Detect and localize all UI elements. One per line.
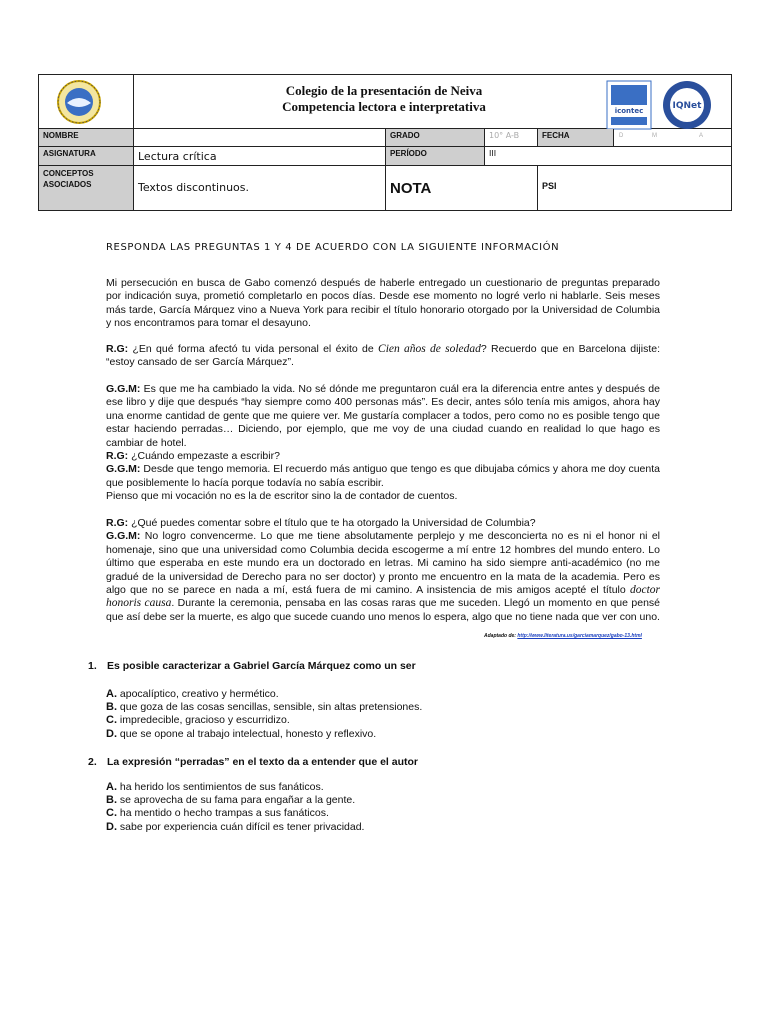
a3-text-end: . Durante la ceremonia, pensaba en las cosas raras que me suceden. Llegó un momento en que pensé que así debe ser la muerte, es algo que sucede cuando uno menos lo espera, algo que no tiene nada que ver con uno. [106,597,660,623]
asignatura-label: ASIGNATURA [39,147,134,165]
icontec-logo-text: icontec [614,107,644,115]
a3-text: No logro convencerme. Lo que me tiene absolutamente perplejo y me desconcierta no es ni el honor ni el homenaje, sino que una universidad como Columbia decida escogerme a mí entre 12 hombres del mundo entero. Lo último que esperaba en este mundo era un doctorado en letras. Mi camino ha sido siempre anti-académico (no me gradué de la universidad de Derecho para no ser doctor) y pronto me encuentro en la mata de la academia. Pero es algo que no se parece en nada a mí, está fuera de mi camino. A insistencia de mis amigos acepté el título [106,530,660,597]
ggm-label: G.G.M: [106,383,141,395]
option-c[interactable] [106,807,364,820]
option-d[interactable] [106,728,422,741]
question-1 [88,660,416,672]
grado-value[interactable]: 10° A-B [485,129,538,146]
header-titles [134,75,634,128]
option-letter: B. [106,794,117,807]
row-conceptos [39,166,731,210]
row-nombre [39,129,731,147]
option-text: apocalíptico, creativo y hermético. [117,688,279,700]
option-letter: B. [106,701,117,714]
option-a[interactable] [106,688,422,701]
a1-text: Es que me ha cambiado la vida. No sé dónde me preguntaron cuál era la diferencia entre antes y después de ese libro y dije que después “hay siempre como 400 personas más”. Es decir, antes sólo tenía mis amigos, ahora hay una enorme cantidad de gente que me quiere ver. Me gustaría complacer a todos, pero como no es posible tengo que estar haciendo perradas… Diciendo, por ejemplo, que me voy de una ciudad cuando en realidad lo que hago es cambiar de hotel. [106,383,660,449]
rg-label: R.G: [106,450,129,463]
rg-label: R.G: [106,343,129,355]
source-link[interactable]: http://www.literatura.us/garciamarquez/gabo-13.html [517,633,642,639]
question-stem: Es posible caracterizar a Gabriel García Márquez como un ser [107,660,416,672]
question-number: 2. [88,756,97,768]
option-letter: A. [106,781,117,793]
school-name: Colegio de la presentación de Neiva [285,83,483,98]
school-logo [39,75,134,128]
instructions-heading: RESPONDA LAS PREGUNTAS 1 Y 4 DE ACUERDO CON LA SIGUIENTE INFORMACIÓN [106,242,560,253]
ggm-label: G.G.M: [106,530,141,543]
question-stem: La expresión “perradas” en el texto da a entender que el autor [107,756,419,768]
ggm-label: G.G.M: [106,463,141,476]
interview-a1 [106,383,660,504]
source-label: Adaptado de: [484,633,518,639]
periodo-value[interactable]: III [489,149,497,158]
a2-text-continued: Pienso que mi vocación no es la de escritor sino la de contador de cuentos. [106,490,458,503]
option-text: ha herido los sentimientos de sus fanáticos. [117,781,324,793]
q3-text: ¿Qué puedes comentar sobre el título que te ha otorgado la Universidad de Columbia? [128,517,536,529]
conceptos-label: CONCEPTOS ASOCIADOS [39,166,134,210]
a2-text: Desde que tengo memoria. El recuerdo más antiguo que tengo es que dibujaba cómics y ahora me doy cuenta que posiblemente lo hacía porque todavía no sabía escribir. [106,463,660,489]
question-2-options [106,781,364,834]
option-letter: D. [106,727,117,740]
header-table [38,74,732,211]
book-title: Cien años de soledad [378,343,481,355]
question-2 [88,756,418,768]
option-b[interactable] [106,701,422,714]
option-text: impredecible, gracioso y escurridizo. [117,714,290,727]
option-b[interactable] [106,794,364,807]
document-subtitle: Competencia lectora e interpretativa [282,99,486,114]
fecha-label: FECHA [538,129,614,146]
nombre-label: NOMBRE [39,129,134,146]
option-a[interactable] [106,781,364,794]
option-text: se aprovecha de su fama para engañar a la gente. [117,794,356,807]
q1-text: ¿En qué forma afectó tu vida personal el éxito de [128,343,379,355]
option-text: ha mentido o hecho trampas a sus fanáticos. [117,807,329,820]
psi-label: PSI [542,181,557,191]
honoris-causa: doctor honoris causa [106,584,660,610]
intro-paragraph: Mi persecución en busca de Gabo comenzó después de haberle entregado un cuestionario de preguntas preparado por indicación suya, prometió completarlo en pocos días. Desde ese momento no logré verlo ni hablarle. Seis meses más tarde, García Márquez vino a Nueva York para recibir el título honorario otorgado por la Universidad de Columbia y nos encontramos para tomar el desayuno. [106,277,660,330]
row-asignatura [39,147,731,166]
iqnet-logo-text: IQNet [672,101,702,111]
question-1-options [106,688,422,741]
q1-text-end: ? Recuerdo que en Barcelona dijiste: “estoy cansado de ser García Márquez”. [106,343,661,369]
option-c[interactable] [106,714,422,727]
option-letter: A. [106,688,117,700]
nombre-field[interactable] [134,129,386,146]
fecha-a: A [699,133,704,139]
asignatura-value[interactable]: Lectura crítica [134,147,386,165]
grado-label: GRADO [386,129,485,146]
source-citation [484,633,642,639]
option-text: que se opone al trabajo intelectual, honesto y reflexivo. [117,727,377,740]
periodo-label: PERÍODO [386,147,485,165]
rg-label: R.G: [106,517,129,529]
fecha-m: M [652,133,657,139]
fecha-d: D [619,133,624,139]
option-letter: C. [106,807,117,820]
option-text: sabe por experiencia cuán difícil es tener privacidad. [117,820,365,833]
option-letter: C. [106,714,117,727]
fecha-field[interactable] [614,129,731,146]
nota-label: NOTA [386,166,538,210]
option-text: que goza de las cosas sencillas, sensible, sin altas pretensiones. [117,701,423,714]
header-title-row [39,75,731,129]
question-number: 1. [88,660,97,672]
option-letter: D. [106,820,117,833]
interview-q1 [106,343,660,370]
option-d[interactable] [106,821,364,834]
interview-q3 [106,517,660,624]
conceptos-value[interactable]: Textos discontinuos. [134,166,386,210]
q2-text: ¿Cuándo empezaste a escribir? [128,450,280,463]
